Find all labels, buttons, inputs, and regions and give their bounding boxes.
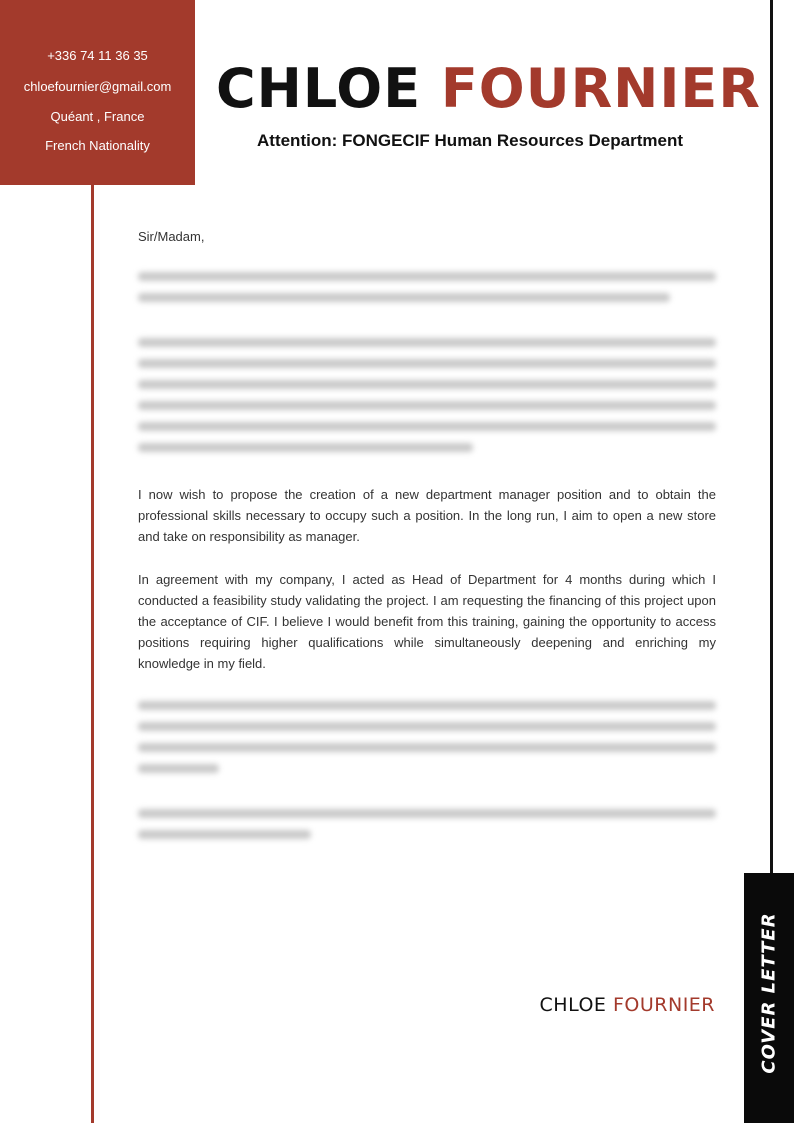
cover-letter-tab (744, 873, 794, 1123)
first-name: CHLOE (216, 57, 422, 120)
blurred-paragraph-1 (138, 272, 716, 314)
last-name: FOURNIER (440, 57, 761, 120)
nationality-text: French Nationality (45, 138, 150, 153)
blurred-paragraph-6 (138, 809, 716, 851)
left-accent-rule (91, 185, 94, 1123)
contact-panel (0, 0, 195, 185)
email-text: chloefournier@gmail.com (23, 79, 172, 94)
location-text: Quéant , France (50, 109, 145, 124)
right-divider-rule (770, 0, 773, 875)
paragraph-feasibility-study: In agreement with my company, I acted as Head of Department for 4 months during which I conducted a feasibility study validating the project. I am requesting the financing of this project upon the acceptance of CIF. I believe I would benefit from this training, gaining the opportunity to access positions requiring higher qualifications while simultaneously deepening and enriching my knowledge in my field. (138, 572, 716, 671)
salutation: Sir/Madam, (138, 229, 205, 244)
signature-first-name: CHLOE (539, 994, 607, 1016)
attention-line: Attention: FONGECIF Human Resources Department (257, 131, 683, 150)
signature-name (480, 994, 715, 1016)
blurred-paragraph-2 (138, 338, 716, 464)
blurred-paragraph-5 (138, 701, 716, 785)
paragraph-new-position: I now wish to propose the creation of a new department manager position and to obtain the professional skills necessary to occupy such a position. In the long run, I aim to open a new store and take on responsibility as manager. (138, 487, 716, 544)
phone-text: +336 74 11 36 35 (47, 48, 148, 63)
cover-letter-label: COVER LETTER (758, 912, 780, 1074)
applicant-name (216, 57, 761, 120)
signature-last-name: FOURNIER (612, 994, 715, 1016)
